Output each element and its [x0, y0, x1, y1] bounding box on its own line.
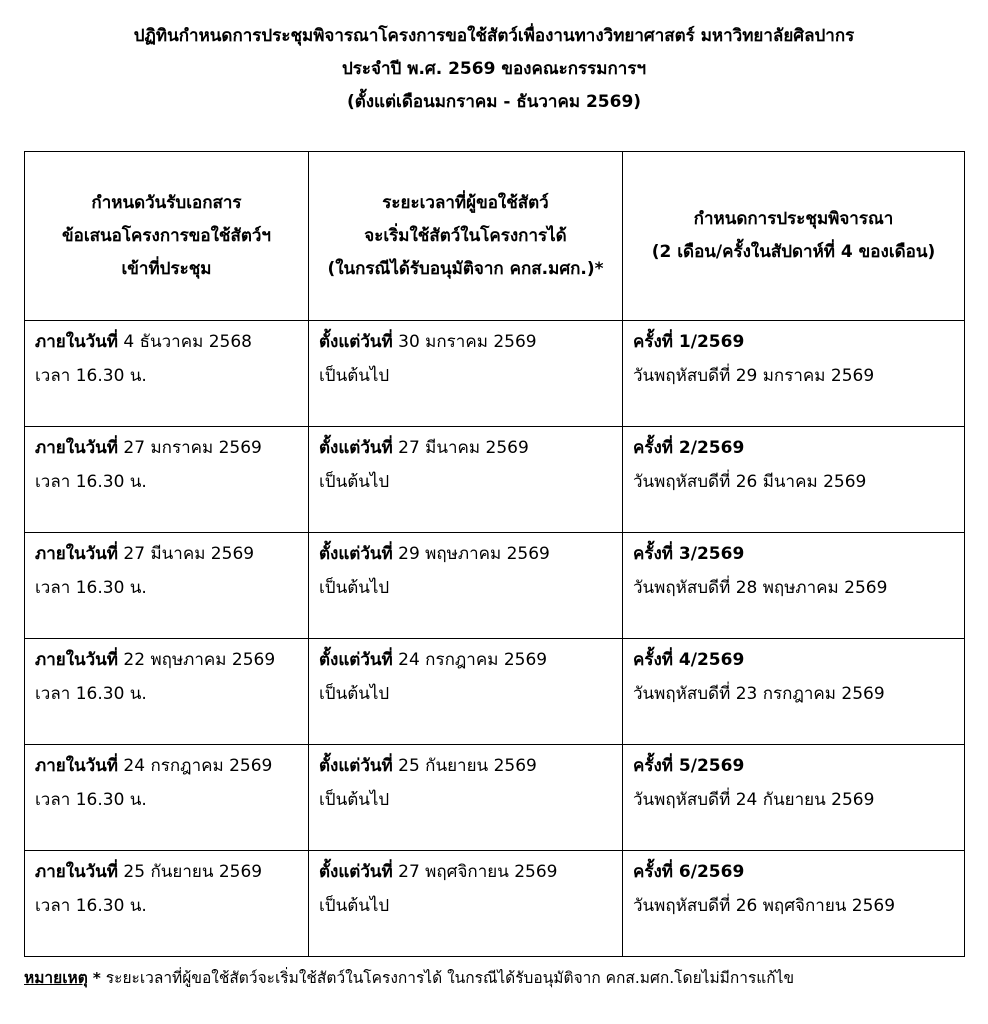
- meeting-cell: ครั้งที่ 2/2569 วันพฤหัสบดีที่ 26 มีนาคม 2569: [623, 427, 965, 533]
- table-row: [25, 321, 965, 427]
- document-title: [0, 20, 988, 119]
- start-cell: ตั้งแต่วันที่ 27 พฤศจิกายน 2569 เป็นต้นไป: [309, 851, 623, 957]
- meeting-cell: ครั้งที่ 5/2569 วันพฤหัสบดีที่ 24 กันยายน 2569: [623, 745, 965, 851]
- table-row: [25, 745, 965, 851]
- deadline-cell: ภายในวันที่ 25 กันยายน 2569 เวลา 16.30 น.: [25, 851, 309, 957]
- deadline-cell: ภายในวันที่ 4 ธันวาคม 2568 เวลา 16.30 น.: [25, 321, 309, 427]
- meeting-cell: ครั้งที่ 6/2569 วันพฤหัสบดีที่ 26 พฤศจิกายน 2569: [623, 851, 965, 957]
- start-cell: ตั้งแต่วันที่ 27 มีนาคม 2569 เป็นต้นไป: [309, 427, 623, 533]
- header-start-period: ระยะเวลาที่ผู้ขอใช้สัตว์ จะเริ่มใช้สัตว์ในโครงการได้ (ในกรณีได้รับอนุมัติจาก คกส.มศก.)*: [309, 152, 623, 321]
- footnote-text: ระยะเวลาที่ผู้ขอใช้สัตว์จะเริ่มใช้สัตว์ในโครงการได้ ในกรณีได้รับอนุมัติจาก คกส.มศก.โดยไม่มีการแก้ไข: [105, 969, 795, 987]
- start-cell: ตั้งแต่วันที่ 25 กันยายน 2569 เป็นต้นไป: [309, 745, 623, 851]
- table-row: [25, 639, 965, 745]
- start-cell: ตั้งแต่วันที่ 29 พฤษภาคม 2569 เป็นต้นไป: [309, 533, 623, 639]
- start-cell: ตั้งแต่วันที่ 24 กรกฎาคม 2569 เป็นต้นไป: [309, 639, 623, 745]
- start-cell: ตั้งแต่วันที่ 30 มกราคม 2569 เป็นต้นไป: [309, 321, 623, 427]
- header-submission-deadline: กำหนดวันรับเอกสาร ข้อเสนอโครงการขอใช้สัตว์ฯ เข้าที่ประชุม: [25, 152, 309, 321]
- deadline-cell: ภายในวันที่ 22 พฤษภาคม 2569 เวลา 16.30 น.: [25, 639, 309, 745]
- table-header-row: [25, 152, 965, 321]
- meeting-cell: ครั้งที่ 3/2569 วันพฤหัสบดีที่ 28 พฤษภาคม 2569: [623, 533, 965, 639]
- table-row: [25, 533, 965, 639]
- deadline-cell: ภายในวันที่ 24 กรกฎาคม 2569 เวลา 16.30 น.: [25, 745, 309, 851]
- title-line-1: ปฏิทินกำหนดการประชุมพิจารณาโครงการขอใช้สัตว์เพื่องานทางวิทยาศาสตร์ มหาวิทยาลัยศิลปากร: [133, 26, 855, 46]
- deadline-cell: ภายในวันที่ 27 มีนาคม 2569 เวลา 16.30 น.: [25, 533, 309, 639]
- title-line-3: (ตั้งแต่เดือนมกราคม - ธันวาคม 2569): [346, 92, 642, 112]
- meeting-cell: ครั้งที่ 4/2569 วันพฤหัสบดีที่ 23 กรกฎาคม 2569: [623, 639, 965, 745]
- header-meeting-schedule: กำหนดการประชุมพิจารณา (2 เดือน/ครั้งในสัปดาห์ที่ 4 ของเดือน): [623, 152, 965, 321]
- footnote-asterisk: *: [92, 969, 101, 987]
- footnote-label: หมายเหตุ: [24, 969, 88, 987]
- table-row: [25, 851, 965, 957]
- deadline-cell: ภายในวันที่ 27 มกราคม 2569 เวลา 16.30 น.: [25, 427, 309, 533]
- meeting-cell: ครั้งที่ 1/2569 วันพฤหัสบดีที่ 29 มกราคม 2569: [623, 321, 965, 427]
- table-row: [25, 427, 965, 533]
- title-line-2: ประจำปี พ.ศ. 2569 ของคณะกรรมการฯ: [341, 59, 647, 79]
- footnote: [24, 963, 794, 993]
- meeting-schedule-table: [24, 151, 965, 957]
